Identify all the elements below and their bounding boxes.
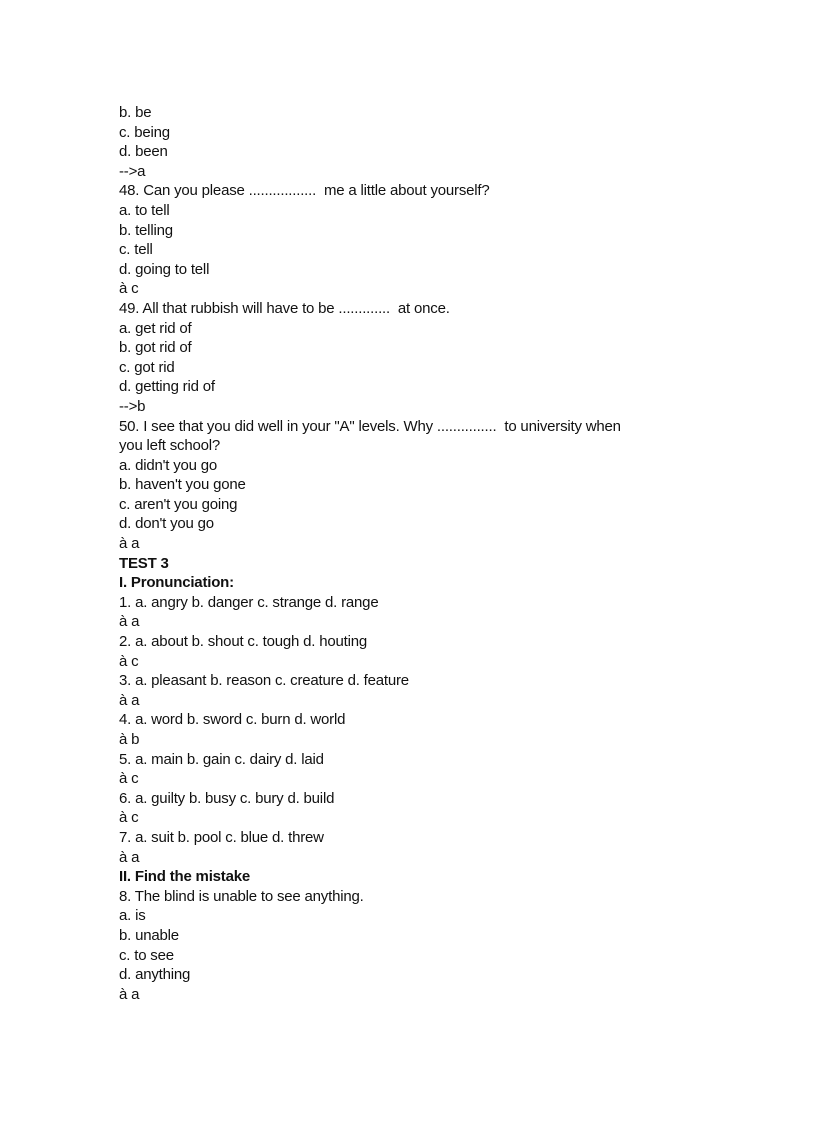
answer-option: c. to see: [119, 946, 174, 964]
answer-key: à a: [119, 985, 140, 1003]
answer-key: à c: [119, 280, 139, 298]
answer-option: a. to tell: [119, 201, 170, 219]
question-line: 5. a. main b. gain c. dairy d. laid: [119, 750, 324, 768]
answer-key: à a: [119, 848, 140, 866]
answer-option: c. tell: [119, 241, 153, 259]
answer-option: b. be: [119, 104, 152, 121]
question-line: 4. a. word b. sword c. burn d. world: [119, 711, 346, 729]
answer-key: à c: [119, 652, 139, 670]
answer-key: à a: [119, 535, 140, 553]
answer-key: à a: [119, 691, 140, 709]
question-line: 2. a. about b. shout c. tough d. houting: [119, 633, 368, 651]
answer-option: d. getting rid of: [119, 378, 215, 396]
answer-option: d. anything: [119, 966, 191, 984]
answer-option: b. got rid of: [119, 339, 192, 357]
question-line: 48. Can you please ................. me a little about yourself?: [119, 182, 490, 200]
text-line: you left school?: [119, 437, 221, 455]
answer-key: à c: [119, 809, 139, 827]
answer-option: b. unable: [119, 926, 179, 944]
answer-option: a. didn't you go: [119, 456, 218, 474]
section-heading: II. Find the mistake: [119, 868, 251, 886]
answer-option: c. aren't you going: [119, 495, 238, 513]
answer-key: -->a: [119, 162, 146, 180]
answer-option: d. been: [119, 143, 168, 161]
question-line: 49. All that rubbish will have to be ............. at once.: [119, 299, 450, 317]
answer-option: c. got rid: [119, 358, 175, 376]
question-line: 6. a. guilty b. busy c. bury d. build: [119, 789, 335, 807]
document-page: [119, 103, 679, 1004]
answer-key: à b: [119, 731, 140, 748]
answer-option: b. haven't you gone: [119, 476, 246, 494]
question-line: 8. The blind is unable to see anything.: [119, 887, 364, 905]
answer-key: à a: [119, 613, 140, 631]
answer-key: -->b: [119, 397, 146, 415]
answer-option: a. get rid of: [119, 319, 192, 337]
answer-key: à c: [119, 770, 139, 788]
question-line: 3. a. pleasant b. reason c. creature d. feature: [119, 672, 409, 690]
answer-option: d. don't you go: [119, 515, 214, 533]
question-line: 1. a. angry b. danger c. strange d. range: [119, 593, 379, 611]
section-heading: TEST 3: [119, 554, 169, 572]
answer-option: d. going to tell: [119, 260, 210, 278]
answer-option: a. is: [119, 907, 146, 925]
answer-option: b. telling: [119, 221, 173, 239]
answer-option: c. being: [119, 123, 170, 141]
question-line: 7. a. suit b. pool c. blue d. threw: [119, 828, 324, 846]
section-heading: I. Pronunciation:: [119, 574, 234, 592]
question-line: 50. I see that you did well in your "A" levels. Why ............... to university when: [119, 417, 621, 435]
